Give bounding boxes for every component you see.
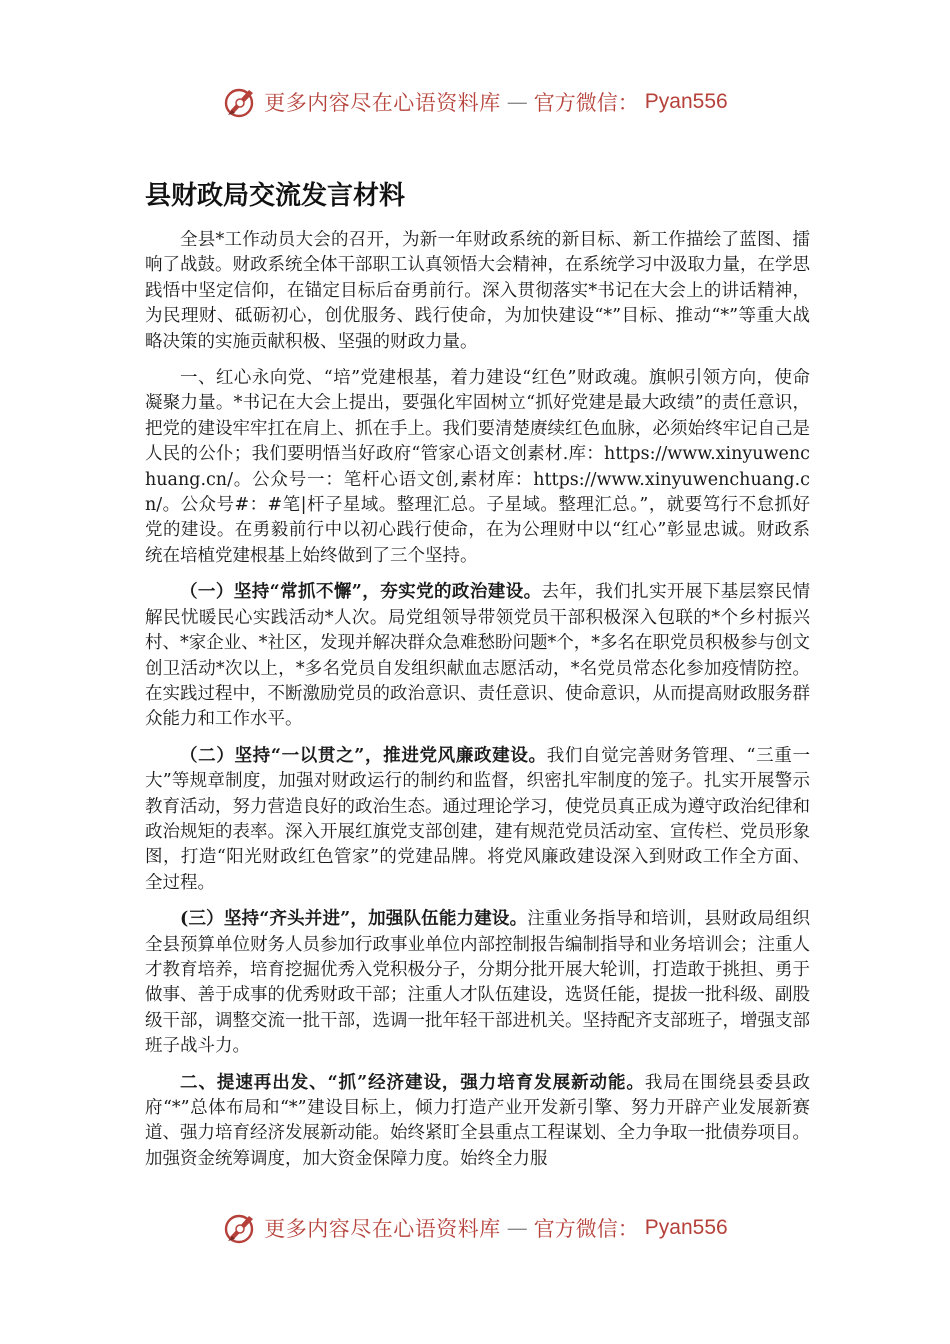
paragraph-subsection-two: （二）坚持“一以贯之”，推进党风廉政建设。我们自觉完善财务管理、“三重一大”等规章制度，加强对财政运行的制约和监督，织密扎牢制度的笼子。扎实开展警示教育活动，努力营造良好的政治生态。通过理论学习，使党员真正成为遵守政治纪律和政治规矩的表率。深入开展红旗党支部创建，建有规范党员活动室、宣传栏、党员形象图，打造“阳光财政红色管家”的党建品牌。将党风廉政建设深入到财政工作全方面、全过程。 xyxy=(145,745,810,893)
banner-separator: — xyxy=(506,1216,528,1240)
document-title: 县财政局交流发言材料 xyxy=(145,181,406,211)
banner-text: 更多内容尽在心语资料库 xyxy=(264,1217,501,1241)
banner-wechat-label: 官方微信： xyxy=(533,1217,639,1241)
paragraph-intro: 全县*工作动员大会的召开，为新一年财政系统的新目标、新工作描绘了蓝图、擂响了战鼓。财政系统全体干部职工认真领悟大会精神，在系统学习中汲取力量，在学思践悟中坚定信仰，在锚定目标后奋勇前行。深入贯彻落实*书记在大会上的讲话精神，为民理财、砥砺初心，创优服务、践行使命，为加快建设“*”目标、推动“*”等重大战略决策的实施贡献积极、坚强的财政力量。 xyxy=(145,230,810,352)
subsection-heading: （二）坚持“一以贯之”，推进党风廉政建设。 xyxy=(180,745,547,766)
subsection-heading: (三）坚持“齐头并进”，加强队伍能力建设。 xyxy=(180,909,528,930)
banner-wechat-id: Pyan556 xyxy=(644,90,728,113)
paragraph-subsection-three: (三）坚持“齐头并进”，加强队伍能力建设。注重业务指导和培训，县财政局组织全县预算单位财务人员参加行政事业单位内部控制报告编制指导和业务培训会；注重人才教育培养，培育挖掘优秀入党积极分子，分期分批开展大轮训，打造敢于挑担、勇于做事、善于成事的优秀财政干部；注重人才队伍建设，选贤任能，提拔一批科级、副股级干部，调整交流一批干部，选调一批年轻干部进机关。坚持配齐支部班子，增强支部班子战斗力。 xyxy=(145,909,810,1057)
footer-banner xyxy=(0,1208,950,1248)
paragraph-section-one: 一、红心永向党、“培”党建根基，着力建设“红色”财政魂。旗帜引领方向，使命凝聚力量。*书记在大会上提出，要强化牢固树立“抓好党建是最大政绩”的责任意识，把党的建设牢牢扛在肩上、抓在手上。我们要清楚赓续红色血脉，必须始终牢记自己是人民的公仆；我们要明悟当好政府“管家心语文创素材.库：https://www.xinyuwenchuang.cn/。公众号一：笔杆心语文创,素材库：https://www.xinyuwenchuang.cn/。公众号#：#笔|杆子星域。整理汇总。子星域。整理汇总。”，就要笃行不怠抓好党的建设。在勇毅前行中以初心践行使命，在为公理财中以“红心”彰显忠诚。财政系统在培植党建根基上始终做到了三个坚持。 xyxy=(145,368,810,566)
document-body xyxy=(145,228,810,1183)
header-banner xyxy=(0,82,950,122)
brush-logo-icon xyxy=(222,84,258,120)
banner-wechat-label: 官方微信： xyxy=(533,91,639,115)
banner-text: 更多内容尽在心语资料库 xyxy=(264,91,501,115)
banner-separator: — xyxy=(506,90,528,114)
paragraph-section-two: 二、提速再出发、“抓”经济建设，强力培育发展新动能。我局在围绕县委县政府“*”总体布局和“*”建设目标上，倾力打造产业开发新引擎、努力开辟产业发展新赛道、强力培育经济发展新动能。始终紧盯全县重点工程谋划、全力争取一批债券项目。加强资金统筹调度，加大资金保障力度。始终全力服 xyxy=(145,1072,811,1169)
subsection-heading: （一）坚持“常抓不懈”，夯实党的政治建设。 xyxy=(180,582,542,603)
paragraph-subsection-one: （一）坚持“常抓不懈”，夯实党的政治建设。去年，我们扎实开展下基层察民情解民忧暖民心实践活动*人次。局党组领导带领党员干部积极深入包联的*个乡村振兴村、*家企业、*社区，发现并解决群众急难愁盼问题*个，*多名在职党员积极参与创文创卫活动*次以上，*多名党员自发组织献血志愿活动，*名党员常态化参加疫情防控。在实践过程中，不断激励党员的政治意识、责任意识、使命意识，从而提高财政服务群众能力和工作水平。 xyxy=(145,582,810,730)
brush-logo-icon xyxy=(222,1210,258,1246)
banner-wechat-id: Pyan556 xyxy=(644,1216,728,1239)
section-heading: 二、提速再出发、“抓”经济建设，强力培育发展新动能。 xyxy=(180,1072,645,1093)
